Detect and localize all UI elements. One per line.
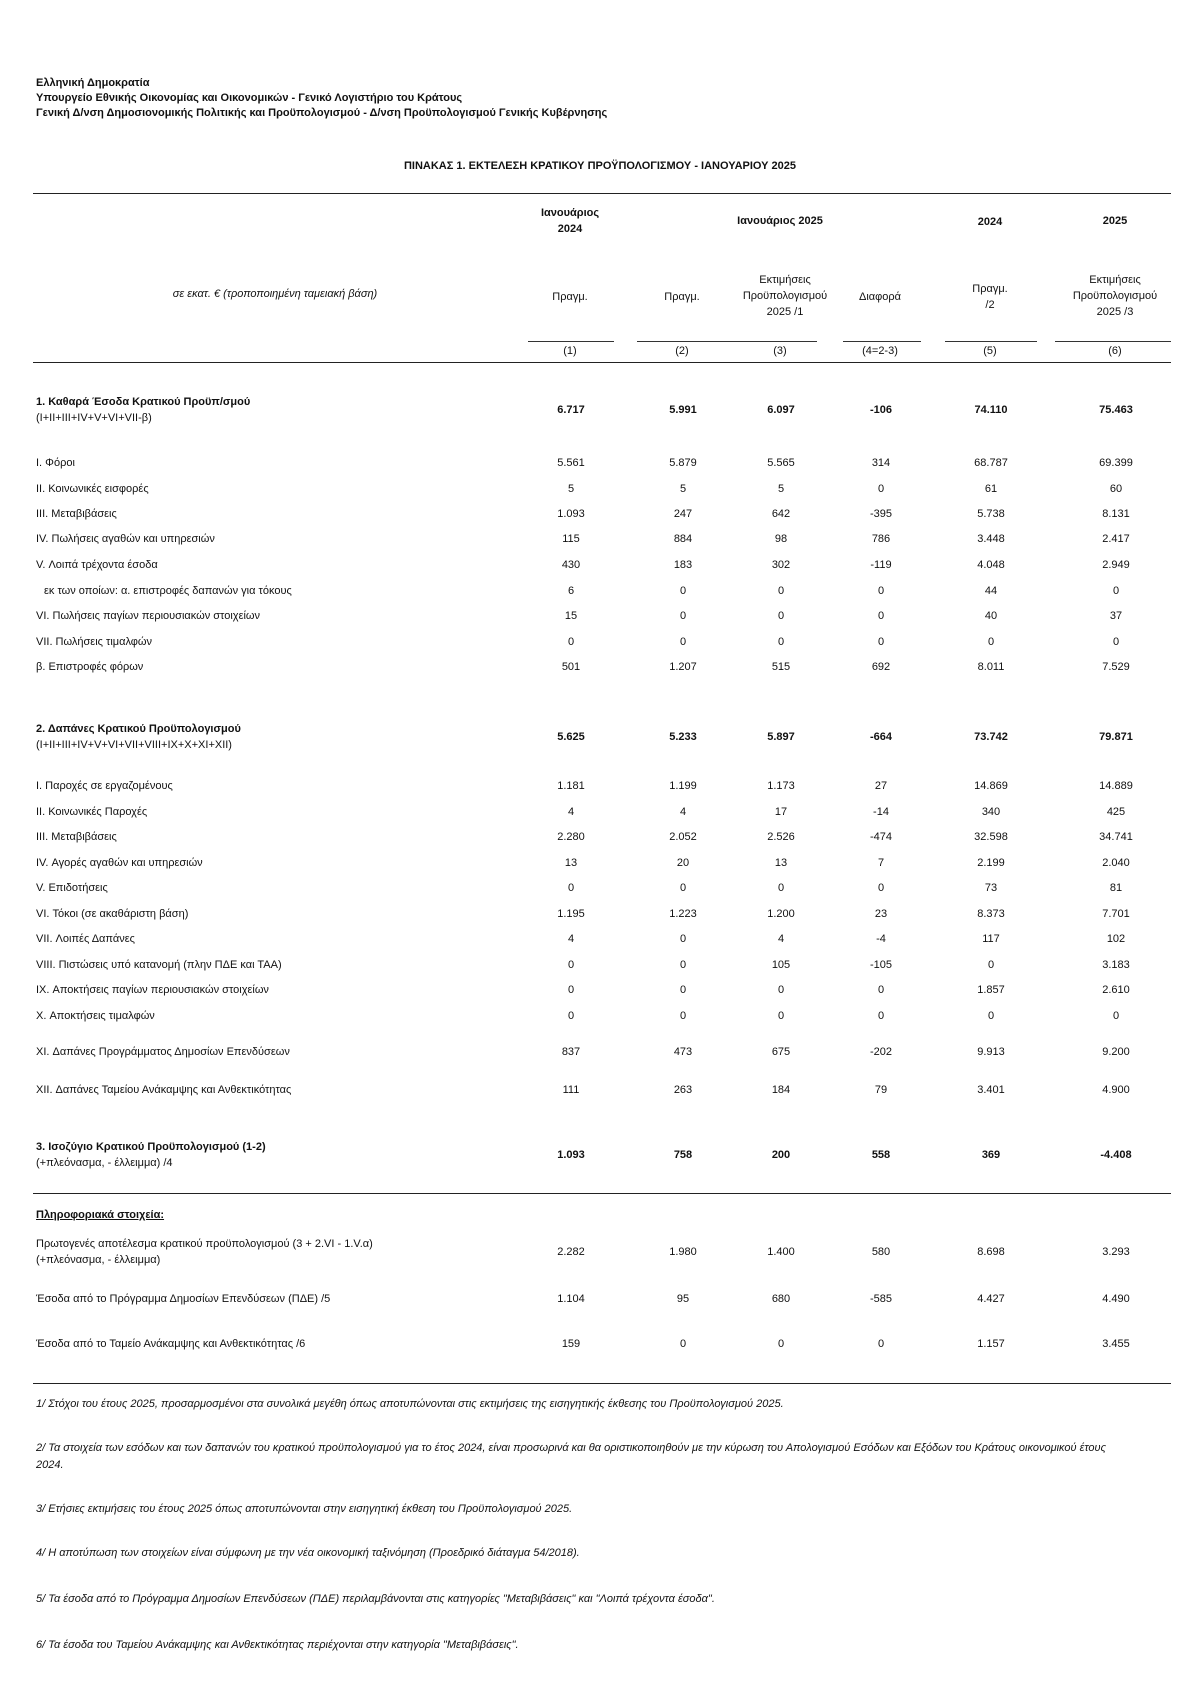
- cell-value-col6: 9.200: [1102, 1046, 1130, 1058]
- cell-value-col4: -474: [869, 831, 893, 843]
- cell-value-col2: 0: [679, 585, 687, 597]
- cell-value-col2: 0: [679, 984, 687, 996]
- cell-value-col6: 14.889: [1099, 780, 1133, 792]
- cell-value-col4: -395: [869, 508, 893, 520]
- cell-value-col2: 1.223: [669, 908, 697, 920]
- cell-value-col2: 0: [679, 959, 687, 971]
- col-group-jan2024-l1: Ιανουάριος: [540, 207, 600, 219]
- cell-value-col5: 0: [987, 636, 995, 648]
- cell-value-col3: 184: [771, 1084, 791, 1096]
- col-underline-2-3: [637, 341, 817, 342]
- cell-value-col3: 200: [771, 1149, 791, 1161]
- row-label: IV. Πωλήσεις αγαθών και υπηρεσιών: [36, 533, 215, 545]
- cell-value-col3: 5: [777, 483, 785, 495]
- cell-value-col3: 5.565: [767, 457, 795, 469]
- footnote-6: 6/ Τα έσοδα του Ταμείου Ανάκαμψης και Ανθεκτικότητας περιέχονται στην κατηγορία "Μεταβιβάσεις".: [36, 1639, 519, 1651]
- cell-value-col1: 2.280: [557, 831, 585, 843]
- row-label: 1. Καθαρά Έσοδα Κρατικού Προϋπ/σμού: [36, 396, 251, 408]
- col-sub-3: [725, 272, 845, 320]
- notes-top-rule: [33, 1383, 1171, 1384]
- col-sub-1: Πραγμ.: [552, 291, 588, 303]
- cell-value-col5: 3.401: [977, 1084, 1005, 1096]
- table-row: [36, 610, 1176, 630]
- cell-value-col5: 14.869: [974, 780, 1008, 792]
- footnote-4: 4/ Η αποτύπωση των στοιχείων είναι σύμφωνη με την νέα οικονομική ταξινόμηση (Προεδρικό διάταγμα 54/2018).: [36, 1547, 580, 1559]
- table-row: [36, 780, 1176, 800]
- col-num-6: (6): [1108, 345, 1122, 357]
- cell-value-col5: 1.857: [977, 984, 1005, 996]
- col-num-2: (2): [675, 345, 689, 357]
- cell-value-col4: 0: [877, 585, 885, 597]
- cell-value-col6: 4.490: [1102, 1293, 1130, 1305]
- cell-value-col2: 263: [673, 1084, 693, 1096]
- table-row: [36, 959, 1176, 979]
- cell-value-col2: 1.980: [669, 1246, 697, 1258]
- cell-value-col3: 302: [771, 559, 791, 571]
- cell-value-col6: 0: [1112, 636, 1120, 648]
- col-underline-4: [843, 341, 921, 342]
- table-row: [36, 636, 1176, 656]
- cell-value-col1: 4: [567, 933, 575, 945]
- cell-value-col3: 0: [777, 984, 785, 996]
- table-row: [36, 559, 1176, 579]
- cell-value-col1: 0: [567, 882, 575, 894]
- cell-value-col5: 61: [984, 483, 998, 495]
- cell-value-col1: 2.282: [557, 1246, 585, 1258]
- cell-value-col4: 0: [877, 984, 885, 996]
- cell-value-col3: 4: [777, 933, 785, 945]
- row-label-sub: (I+II+III+IV+V+VI+VII+VIII+IX+X+XI+XII): [36, 739, 232, 751]
- table-row: [36, 396, 1176, 424]
- cell-value-col2: 2.052: [669, 831, 697, 843]
- cell-value-col4: 7: [877, 857, 885, 869]
- cell-value-col5: 0: [987, 1010, 995, 1022]
- table-row: [36, 457, 1176, 477]
- cell-value-col2: 183: [673, 559, 693, 571]
- row-label: II. Κοινωνικές εισφορές: [36, 483, 149, 495]
- cell-value-col5: 73.742: [974, 731, 1008, 743]
- cell-value-col5: 44: [984, 585, 998, 597]
- cell-value-col1: 4: [567, 806, 575, 818]
- cell-value-col3: 105: [771, 959, 791, 971]
- footnote-5: 5/ Τα έσοδα από το Πρόγραμμα Δημοσίων Επενδύσεων (ΠΔΕ) περιλαμβάνονται στις κατηγορίες "Μεταβιβάσεις" και "Λοιπά τρέχοντα έσοδα".: [36, 1593, 715, 1605]
- cell-value-col5: 74.110: [974, 404, 1008, 416]
- info-top-rule: [33, 1193, 1171, 1194]
- cell-value-col3: 1.200: [767, 908, 795, 920]
- col-underline-1: [528, 341, 614, 342]
- cell-value-col5: 8.011: [977, 661, 1005, 673]
- table-title: ΠΙΝΑΚΑΣ 1. ΕΚΤΕΛΕΣΗ ΚΡΑΤΙΚΟΥ ΠΡΟΫΠΟΛΟΓΙΣΜΟΥ - ΙΑΝΟΥΑΡΙΟΥ 2025: [403, 160, 797, 172]
- row-label: Έσοδα από το Πρόγραμμα Δημοσίων Επενδύσεων (ΠΔΕ) /5: [36, 1293, 331, 1305]
- row-label: VIII. Πιστώσεις υπό κατανομή (πλην ΠΔΕ και ΤΑΑ): [36, 959, 282, 971]
- cell-value-col2: 20: [676, 857, 690, 869]
- row-label: Έσοδα από το Ταμείο Ανάκαμψης και Ανθεκτικότητας /6: [36, 1338, 306, 1350]
- cell-value-col1: 159: [561, 1338, 581, 1350]
- table-row: [36, 1141, 1176, 1169]
- table-row: [36, 857, 1176, 877]
- cell-value-col4: 0: [877, 1010, 885, 1022]
- cell-value-col4: 23: [874, 908, 888, 920]
- cell-value-col5: 117: [982, 933, 1000, 945]
- header-bottom-rule: [33, 362, 1171, 363]
- row-label: εκ των οποίων: α. επιστροφές δαπανών για τόκους: [44, 585, 292, 597]
- table-row: [36, 533, 1176, 553]
- table-row: [36, 585, 1176, 605]
- cell-value-col6: 2.040: [1102, 857, 1130, 869]
- cell-value-col1: 15: [564, 610, 578, 622]
- row-label: 2. Δαπάνες Κρατικού Προϋπολογισμού: [36, 723, 241, 735]
- col-num-3: (3): [773, 345, 787, 357]
- footnote-2: 2/ Τα στοιχεία των εσόδων και των δαπανών του κρατικού προϋπολογισμού για το έτος 2024, είναι προσωρινά και θα οριστικοποιηθούν με την κύρωση του Απολογισμού Εσόδων και Εξόδων του Κράτους οικονομικού έτους 2024.: [36, 1442, 1106, 1471]
- cell-value-col6: 8.131: [1102, 508, 1130, 520]
- col-sub-3-l2: Προϋπολογισμού: [742, 290, 828, 302]
- table-row: [36, 723, 1176, 751]
- cell-value-col4: 0: [877, 483, 885, 495]
- footnote-1: 1/ Στόχοι του έτους 2025, προσαρμοσμένοι στα συνολικά μεγέθη όπως αποτυπώνονται στις εκτιμήσεις της εισηγητικής έκθεσης του Προϋπολογισμού 2025.: [36, 1398, 784, 1410]
- cell-value-col5: 9.913: [977, 1046, 1005, 1058]
- col-sub-3-l3: 2025 /1: [766, 306, 804, 318]
- col-sub-6-l3: 2025 /3: [1096, 306, 1134, 318]
- table-row: [36, 661, 1176, 681]
- table-row: [36, 806, 1176, 826]
- cell-value-col2: 0: [679, 636, 687, 648]
- cell-value-col3: 0: [777, 610, 785, 622]
- unit-note: σε εκατ. € (τροποποιημένη ταμειακή βάση): [172, 288, 378, 300]
- cell-value-col2: 1.207: [669, 661, 697, 673]
- row-label: I. Παροχές σε εργαζομένους: [36, 780, 173, 792]
- cell-value-col2: 247: [673, 508, 693, 520]
- header-directorate: Γενική Δ/νση Δημοσιονομικής Πολιτικής και Προϋπολογισμού - Δ/νση Προϋπολογισμού Γενικής Κυβέρνησης: [36, 107, 608, 119]
- cell-value-col2: 0: [679, 1010, 687, 1022]
- cell-value-col1: 1.104: [557, 1293, 585, 1305]
- cell-value-col5: 40: [984, 610, 998, 622]
- cell-value-col1: 5.561: [557, 457, 585, 469]
- cell-value-col1: 1.181: [557, 780, 585, 792]
- cell-value-col1: 1.093: [557, 1149, 585, 1161]
- col-group-jan2024: [530, 205, 610, 237]
- cell-value-col1: 5: [567, 483, 575, 495]
- cell-value-col5: 340: [981, 806, 1001, 818]
- row-label: II. Κοινωνικές Παροχές: [36, 806, 148, 818]
- row-label: XII. Δαπάνες Ταμείου Ανάκαμψης και Ανθεκτικότητας: [36, 1084, 292, 1096]
- col-sub-6-l1: Εκτιμήσεις: [1089, 274, 1141, 286]
- cell-value-col5: 1.157: [977, 1338, 1005, 1350]
- cell-value-col4: 580: [871, 1246, 891, 1258]
- cell-value-col6: 2.417: [1102, 533, 1130, 545]
- row-label: III. Μεταβιβάσεις: [36, 508, 117, 520]
- cell-value-col2: 5: [679, 483, 687, 495]
- row-label: XI. Δαπάνες Προγράμματος Δημοσίων Επενδύσεων: [36, 1046, 290, 1058]
- cell-value-col3: 1.173: [767, 780, 795, 792]
- col-sub-3-l1: Εκτιμήσεις: [759, 274, 811, 286]
- cell-value-col3: 675: [771, 1046, 791, 1058]
- cell-value-col5: 2.199: [977, 857, 1005, 869]
- cell-value-col1: 0: [567, 636, 575, 648]
- cell-value-col4: 0: [877, 1338, 885, 1350]
- cell-value-col2: 0: [679, 1338, 687, 1350]
- cell-value-col3: 515: [771, 661, 791, 673]
- cell-value-col6: 60: [1109, 483, 1123, 495]
- cell-value-col6: 34.741: [1099, 831, 1133, 843]
- cell-value-col6: 81: [1109, 882, 1123, 894]
- cell-value-col4: -105: [869, 959, 893, 971]
- cell-value-col1: 13: [564, 857, 578, 869]
- cell-value-col3: 17: [774, 806, 788, 818]
- table-row: [36, 882, 1176, 902]
- col-group-jan2025: Ιανουάριος 2025: [737, 215, 823, 227]
- row-label-sub: (+πλεόνασμα, - έλλειμμα): [36, 1254, 161, 1266]
- cell-value-col2: 473: [673, 1046, 693, 1058]
- cell-value-col4: -119: [870, 559, 892, 571]
- cell-value-col3: 0: [777, 882, 785, 894]
- table-row: [36, 1293, 1176, 1313]
- cell-value-col4: 79: [874, 1084, 888, 1096]
- cell-value-col4: 314: [871, 457, 891, 469]
- cell-value-col4: 0: [877, 636, 885, 648]
- table-row: [36, 933, 1176, 953]
- cell-value-col1: 1.195: [557, 908, 585, 920]
- header-country: Ελληνική Δημοκρατία: [36, 77, 150, 89]
- cell-value-col4: -4: [876, 933, 886, 945]
- cell-value-col6: 0: [1112, 585, 1120, 597]
- cell-value-col3: 0: [777, 636, 785, 648]
- row-label: VI. Τόκοι (σε ακαθάριστη βάση): [36, 908, 189, 920]
- cell-value-col1: 0: [567, 959, 575, 971]
- cell-value-col2: 0: [679, 933, 687, 945]
- row-label: 3. Ισοζύγιο Κρατικού Προϋπολογισμού (1-2): [36, 1141, 266, 1153]
- cell-value-col3: 5.897: [767, 731, 795, 743]
- table-row: [36, 1010, 1176, 1030]
- cell-value-col3: 1.400: [767, 1246, 795, 1258]
- cell-value-col5: 4.048: [977, 559, 1005, 571]
- table-row: [36, 483, 1176, 503]
- cell-value-col4: 558: [871, 1149, 891, 1161]
- cell-value-col4: -14: [873, 806, 889, 818]
- cell-value-col3: 2.526: [767, 831, 795, 843]
- cell-value-col4: -664: [869, 731, 893, 743]
- cell-value-col1: 501: [561, 661, 581, 673]
- table-row: [36, 508, 1176, 528]
- col-group-jan2024-l2: 2024: [557, 223, 583, 235]
- cell-value-col4: 0: [877, 610, 885, 622]
- col-sub-5-l1: Πραγμ.: [972, 283, 1008, 295]
- cell-value-col6: 69.399: [1099, 457, 1133, 469]
- cell-value-col6: 79.871: [1099, 731, 1133, 743]
- col-sub-2: Πραγμ.: [664, 291, 700, 303]
- cell-value-col6: -4.408: [1100, 1149, 1132, 1161]
- cell-value-col6: 0: [1112, 1010, 1120, 1022]
- cell-value-col1: 0: [567, 984, 575, 996]
- row-label: V. Επιδοτήσεις: [36, 882, 108, 894]
- cell-value-col6: 3.183: [1102, 959, 1130, 971]
- cell-value-col3: 680: [771, 1293, 791, 1305]
- cell-value-col5: 32.598: [974, 831, 1008, 843]
- col-sub-4: Διαφορά: [858, 291, 902, 303]
- cell-value-col2: 884: [673, 533, 693, 545]
- cell-value-col1: 0: [567, 1010, 575, 1022]
- cell-value-col6: 3.293: [1102, 1246, 1130, 1258]
- row-label: IV. Αγορές αγαθών και υπηρεσιών: [36, 857, 203, 869]
- cell-value-col6: 4.900: [1102, 1084, 1130, 1096]
- footnote-3: 3/ Ετήσιες εκτιμήσεις του έτους 2025 όπως αποτυπώνονται στην εισηγητική έκθεση του Προϋπολογισμού 2025.: [36, 1503, 573, 1515]
- table-row: [36, 1084, 1176, 1104]
- row-label: Πρωτογενές αποτέλεσμα κρατικού προϋπολογισμού (3 + 2.VI - 1.V.α): [36, 1238, 373, 1250]
- table-row: [36, 908, 1176, 928]
- col-group-2025: 2025: [1102, 215, 1128, 227]
- cell-value-col2: 4: [679, 806, 687, 818]
- cell-value-col1: 430: [561, 559, 581, 571]
- cell-value-col5: 5.738: [977, 508, 1005, 520]
- cell-value-col3: 0: [777, 1010, 785, 1022]
- table-row: [36, 1046, 1176, 1066]
- cell-value-col2: 0: [679, 610, 687, 622]
- col-sub-5: [950, 281, 1030, 313]
- cell-value-col2: 5.233: [669, 731, 697, 743]
- row-label: IX. Αποκτήσεις παγίων περιουσιακών στοιχείων: [36, 984, 269, 996]
- cell-value-col6: 102: [1106, 933, 1126, 945]
- cell-value-col6: 75.463: [1099, 404, 1133, 416]
- row-label: β. Επιστροφές φόρων: [36, 661, 144, 673]
- cell-value-col5: 68.787: [974, 457, 1008, 469]
- cell-value-col6: 2.610: [1102, 984, 1130, 996]
- cell-value-col5: 3.448: [977, 533, 1005, 545]
- col-sub-5-l2: /2: [985, 299, 995, 311]
- col-num-5: (5): [983, 345, 997, 357]
- cell-value-col3: 98: [774, 533, 788, 545]
- cell-value-col3: 13: [774, 857, 788, 869]
- cell-value-col6: 7.529: [1102, 661, 1130, 673]
- cell-value-col1: 837: [561, 1046, 581, 1058]
- cell-value-col6: 3.455: [1102, 1338, 1130, 1350]
- cell-value-col6: 2.949: [1102, 559, 1130, 571]
- cell-value-col5: 369: [981, 1149, 1001, 1161]
- cell-value-col2: 0: [679, 882, 687, 894]
- cell-value-col3: 0: [777, 1338, 785, 1350]
- cell-value-col4: 786: [871, 533, 891, 545]
- table-row: [36, 984, 1176, 1004]
- cell-value-col3: 6.097: [767, 404, 795, 416]
- cell-value-col5: 73: [984, 882, 998, 894]
- col-sub-6-l2: Προϋπολογισμού: [1072, 290, 1158, 302]
- cell-value-col3: 0: [777, 585, 785, 597]
- cell-value-col2: 5.991: [669, 404, 697, 416]
- row-label-sub: (+πλεόνασμα, - έλλειμμα) /4: [36, 1157, 173, 1169]
- col-num-1: (1): [563, 345, 577, 357]
- cell-value-col3: 642: [771, 508, 791, 520]
- cell-value-col6: 7.701: [1102, 908, 1130, 920]
- cell-value-col5: 8.373: [977, 908, 1005, 920]
- cell-value-col5: 8.698: [977, 1246, 1005, 1258]
- row-label-sub: (I+II+III+IV+V+VI+VII-β): [36, 412, 152, 424]
- top-rule: [33, 193, 1171, 194]
- cell-value-col2: 5.879: [669, 457, 697, 469]
- cell-value-col1: 115: [562, 533, 580, 545]
- table-row: [36, 1338, 1176, 1358]
- cell-value-col5: 4.427: [977, 1293, 1005, 1305]
- cell-value-col4: -202: [869, 1046, 893, 1058]
- col-sub-6: [1060, 272, 1170, 320]
- row-label: X. Αποκτήσεις τιμαλφών: [36, 1010, 155, 1022]
- cell-value-col5: 0: [987, 959, 995, 971]
- cell-value-col4: -585: [869, 1293, 893, 1305]
- header-ministry: Υπουργείο Εθνικής Οικονομίας και Οικονομικών - Γενικό Λογιστήριο του Κράτους: [36, 92, 463, 104]
- table-row: [36, 1238, 1176, 1266]
- cell-value-col1: 111: [562, 1084, 580, 1096]
- cell-value-col2: 1.199: [669, 780, 697, 792]
- col-group-2024: 2024: [977, 216, 1003, 228]
- row-label: VII. Λοιπές Δαπάνες: [36, 933, 135, 945]
- row-label: III. Μεταβιβάσεις: [36, 831, 117, 843]
- cell-value-col6: 37: [1109, 610, 1123, 622]
- document-header: [36, 76, 607, 121]
- row-label: V. Λοιπά τρέχοντα έσοδα: [36, 559, 158, 571]
- cell-value-col4: -106: [869, 404, 893, 416]
- col-underline-5: [945, 341, 1037, 342]
- cell-value-col2: 758: [673, 1149, 693, 1161]
- info-heading: Πληροφοριακά στοιχεία:: [36, 1209, 165, 1221]
- cell-value-col4: 0: [877, 882, 885, 894]
- row-label: VII. Πωλήσεις τιμαλφών: [36, 636, 153, 648]
- row-label: VI. Πωλήσεις παγίων περιουσιακών στοιχείων: [36, 610, 261, 622]
- col-underline-6: [1055, 341, 1171, 342]
- table-row: [36, 831, 1176, 851]
- cell-value-col1: 5.625: [557, 731, 585, 743]
- cell-value-col1: 1.093: [557, 508, 585, 520]
- cell-value-col4: 692: [871, 661, 891, 673]
- col-num-4: (4=2-3): [862, 345, 898, 357]
- cell-value-col1: 6.717: [557, 404, 585, 416]
- cell-value-col6: 425: [1106, 806, 1126, 818]
- cell-value-col1: 6: [567, 585, 575, 597]
- row-label: I. Φόροι: [36, 457, 75, 469]
- cell-value-col4: 27: [874, 780, 888, 792]
- cell-value-col2: 95: [676, 1293, 690, 1305]
